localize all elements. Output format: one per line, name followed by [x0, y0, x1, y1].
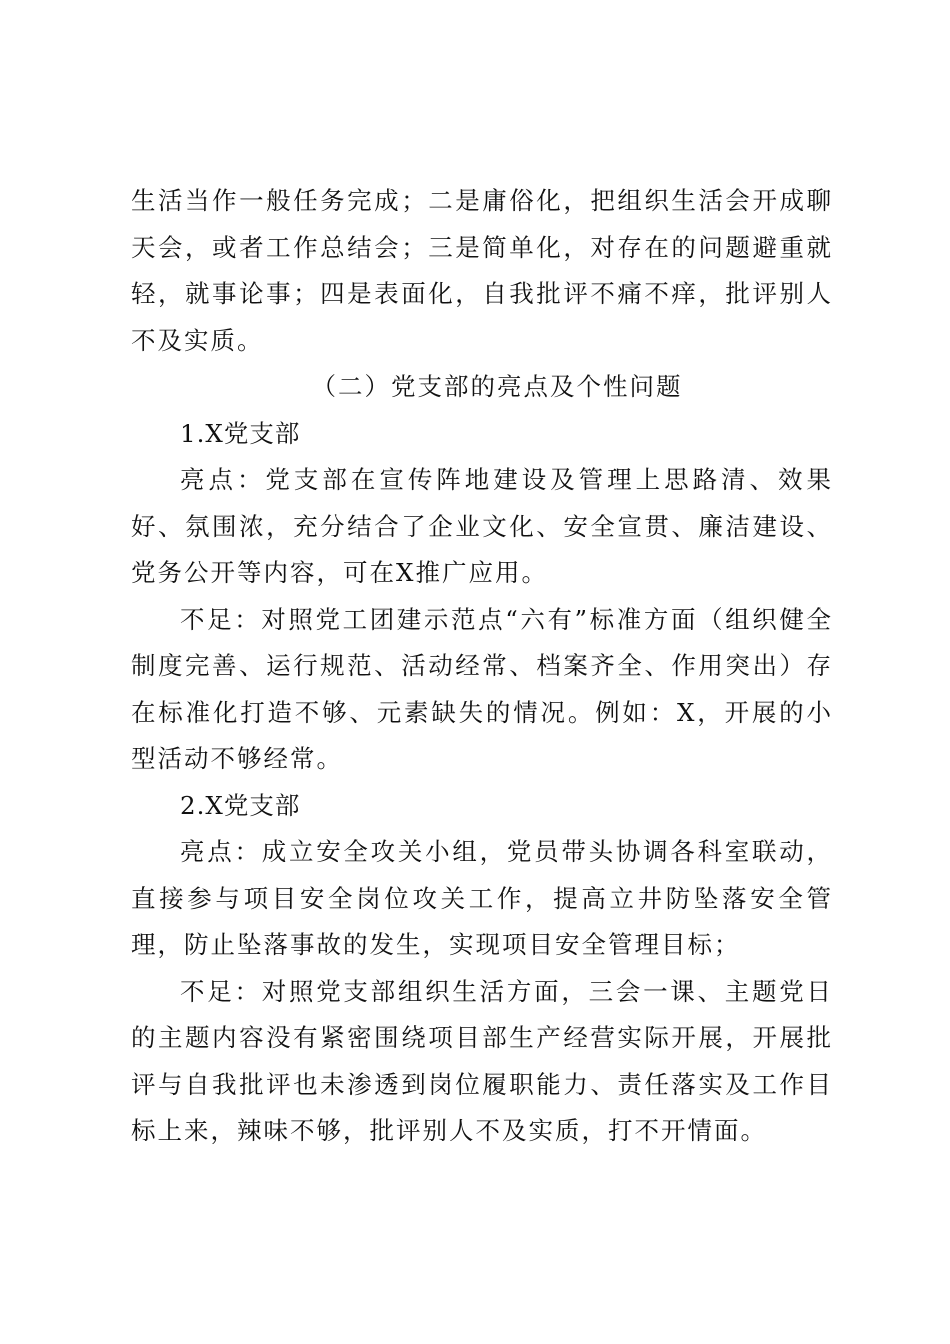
- document-body: [131, 178, 833, 1155]
- subsection-title-1: 1.X党支部: [180, 418, 301, 448]
- paragraph-highlight-2: 亮点：成立安全攻关小组，党员带头协调各科室联动，直接参与项目安全岗位攻关工作，提高立井防坠落安全管理，防止坠落事故的发生，实现项目安全管理目标；: [131, 837, 833, 959]
- subsection-title-2: 2.X党支部: [180, 790, 301, 820]
- paragraph-highlight-1: 亮点：党支部在宣传阵地建设及管理上思路清、效果好、氛围浓，充分结合了企业文化、安全宣贯、廉洁建设、党务公开等内容，可在X推广应用。: [131, 465, 833, 587]
- paragraph-shortcoming-1: 不足：对照党工团建示范点“六有”标准方面（组织健全制度完善、运行规范、活动经常、档案齐全、作用突出）存在标准化打造不够、元素缺失的情况。例如：X，开展的小型活动不够经常。: [131, 604, 833, 773]
- section-heading: （二）党支部的亮点及个性问题: [311, 372, 683, 401]
- paragraph-continuation: 生活当作一般任务完成；二是庸俗化，把组织生活会开成聊天会，或者工作总结会；三是简单化，对存在的问题避重就轻，就事论事；四是表面化，自我批评不痛不痒，批评别人不及实质。: [131, 186, 833, 355]
- paragraph-shortcoming-2: 不足：对照党支部组织生活方面，三会一课、主题党日的主题内容没有紧密围绕项目部生产经营实际开展，开展批评与自我批评也未渗透到岗位履职能力、责任落实及工作目标上来，辣味不够，批评别人不及实质，打不开情面。: [131, 976, 833, 1145]
